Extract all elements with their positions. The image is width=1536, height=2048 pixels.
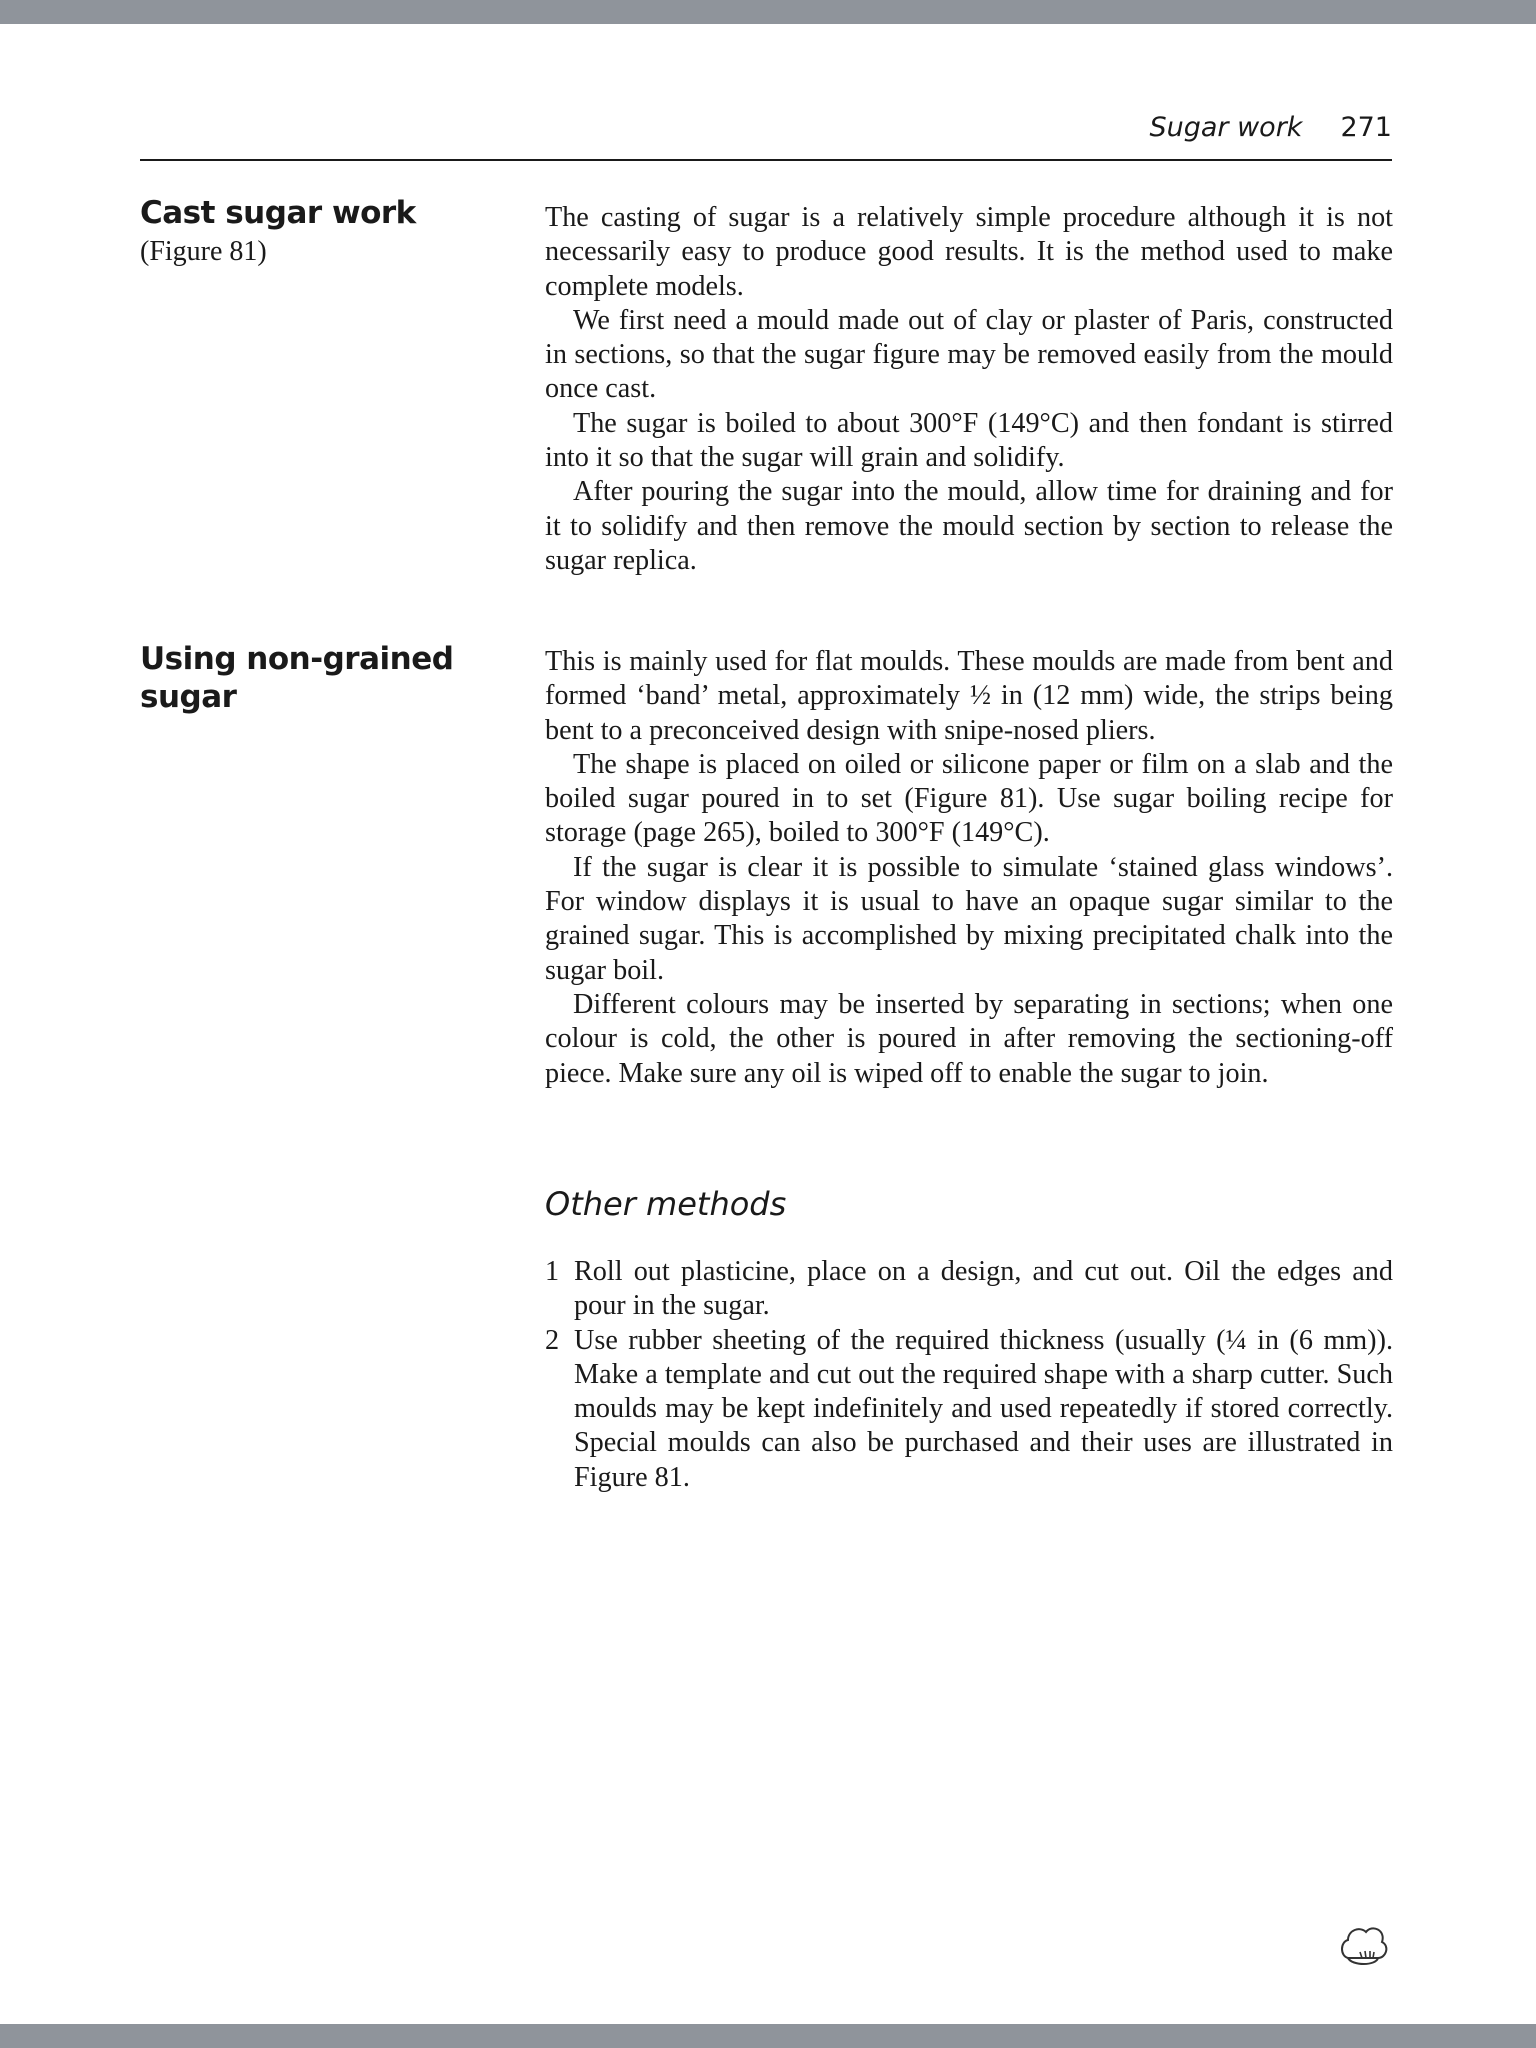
paragraph: This is mainly used for flat moulds. These moulds are made from bent and formed ‘band’ metal, approximately ½ in (12 mm) wide, the strips being bent to a preconceived design with snipe-nosed pliers. (545, 646, 1393, 746)
figure-reference: (Figure 81) (140, 236, 267, 267)
list-item (545, 1324, 1393, 1495)
list-number: 1 (545, 1256, 560, 1287)
list-number: 2 (545, 1324, 560, 1356)
paragraph: The casting of sugar is a relatively simple procedure although it is not necessarily easy to produce good results. It is the method used to make complete models. (545, 202, 1393, 302)
numbered-list (545, 1255, 1393, 1495)
section-heading-non-grained (140, 640, 470, 716)
bottom-bar (0, 2024, 1536, 2048)
running-title: Sugar work (1149, 112, 1303, 143)
paragraph: If the sugar is clear it is possible to simulate ‘stained glass windows’. For window displays it is usual to have an opaque sugar similar to the grained sugar. This is accomplished by mixing precipitated chalk into the sugar boil. (545, 851, 1393, 986)
section-title: Using non-grained sugar (140, 641, 454, 715)
section-body-non-grained (545, 645, 1393, 1091)
section-title: Cast sugar work (140, 195, 416, 231)
section-heading-cast (140, 194, 470, 270)
paragraph: The shape is placed on oiled or silicone paper or film on a slab and the boiled sugar poured in to set (Figure 81). Use sugar boiling recipe for storage (page 265), boiled to 300°F (149°C). (545, 748, 1393, 849)
section-body-cast (545, 201, 1393, 578)
chef-hat-icon (1338, 1922, 1390, 1970)
running-head (140, 108, 1392, 148)
paragraph: After pouring the sugar into the mould, allow time for draining and for it to solidify and then remove the mould section by section to release the sugar replica. (545, 476, 1393, 576)
list-text: Use rubber sheeting of the required thickness (usually (¼ in (6 mm)). Make a template and cut out the required shape with a sharp cutter. Such moulds may be kept indefinitely and used repeatedly if stored correctly. Special moulds can also be purchased and their uses are illustrated in Figure 81. (574, 1324, 1393, 1493)
paragraph: Different colours may be inserted by separating in sections; when one colour is cold, the other is poured in after removing the sectioning-off piece. Make sure any oil is wiped off to enable the sugar to join. (545, 988, 1393, 1089)
paragraph: The sugar is boiled to about 300°F (149°C) and then fondant is stirred into it so that the sugar will grain and solidify. (545, 407, 1393, 474)
top-bar (0, 0, 1536, 24)
paragraph: We first need a mould made out of clay or plaster of Paris, constructed in sections, so that the sugar figure may be removed easily from the mould once cast. (545, 304, 1393, 405)
header-rule (140, 159, 1392, 161)
list-text: Roll out plasticine, place on a design, and cut out. Oil the edges and pour in the sugar. (574, 1256, 1393, 1322)
subheading-other-methods: Other methods (545, 1185, 787, 1223)
list-item (545, 1255, 1393, 1324)
page-number: 271 (1340, 112, 1392, 143)
